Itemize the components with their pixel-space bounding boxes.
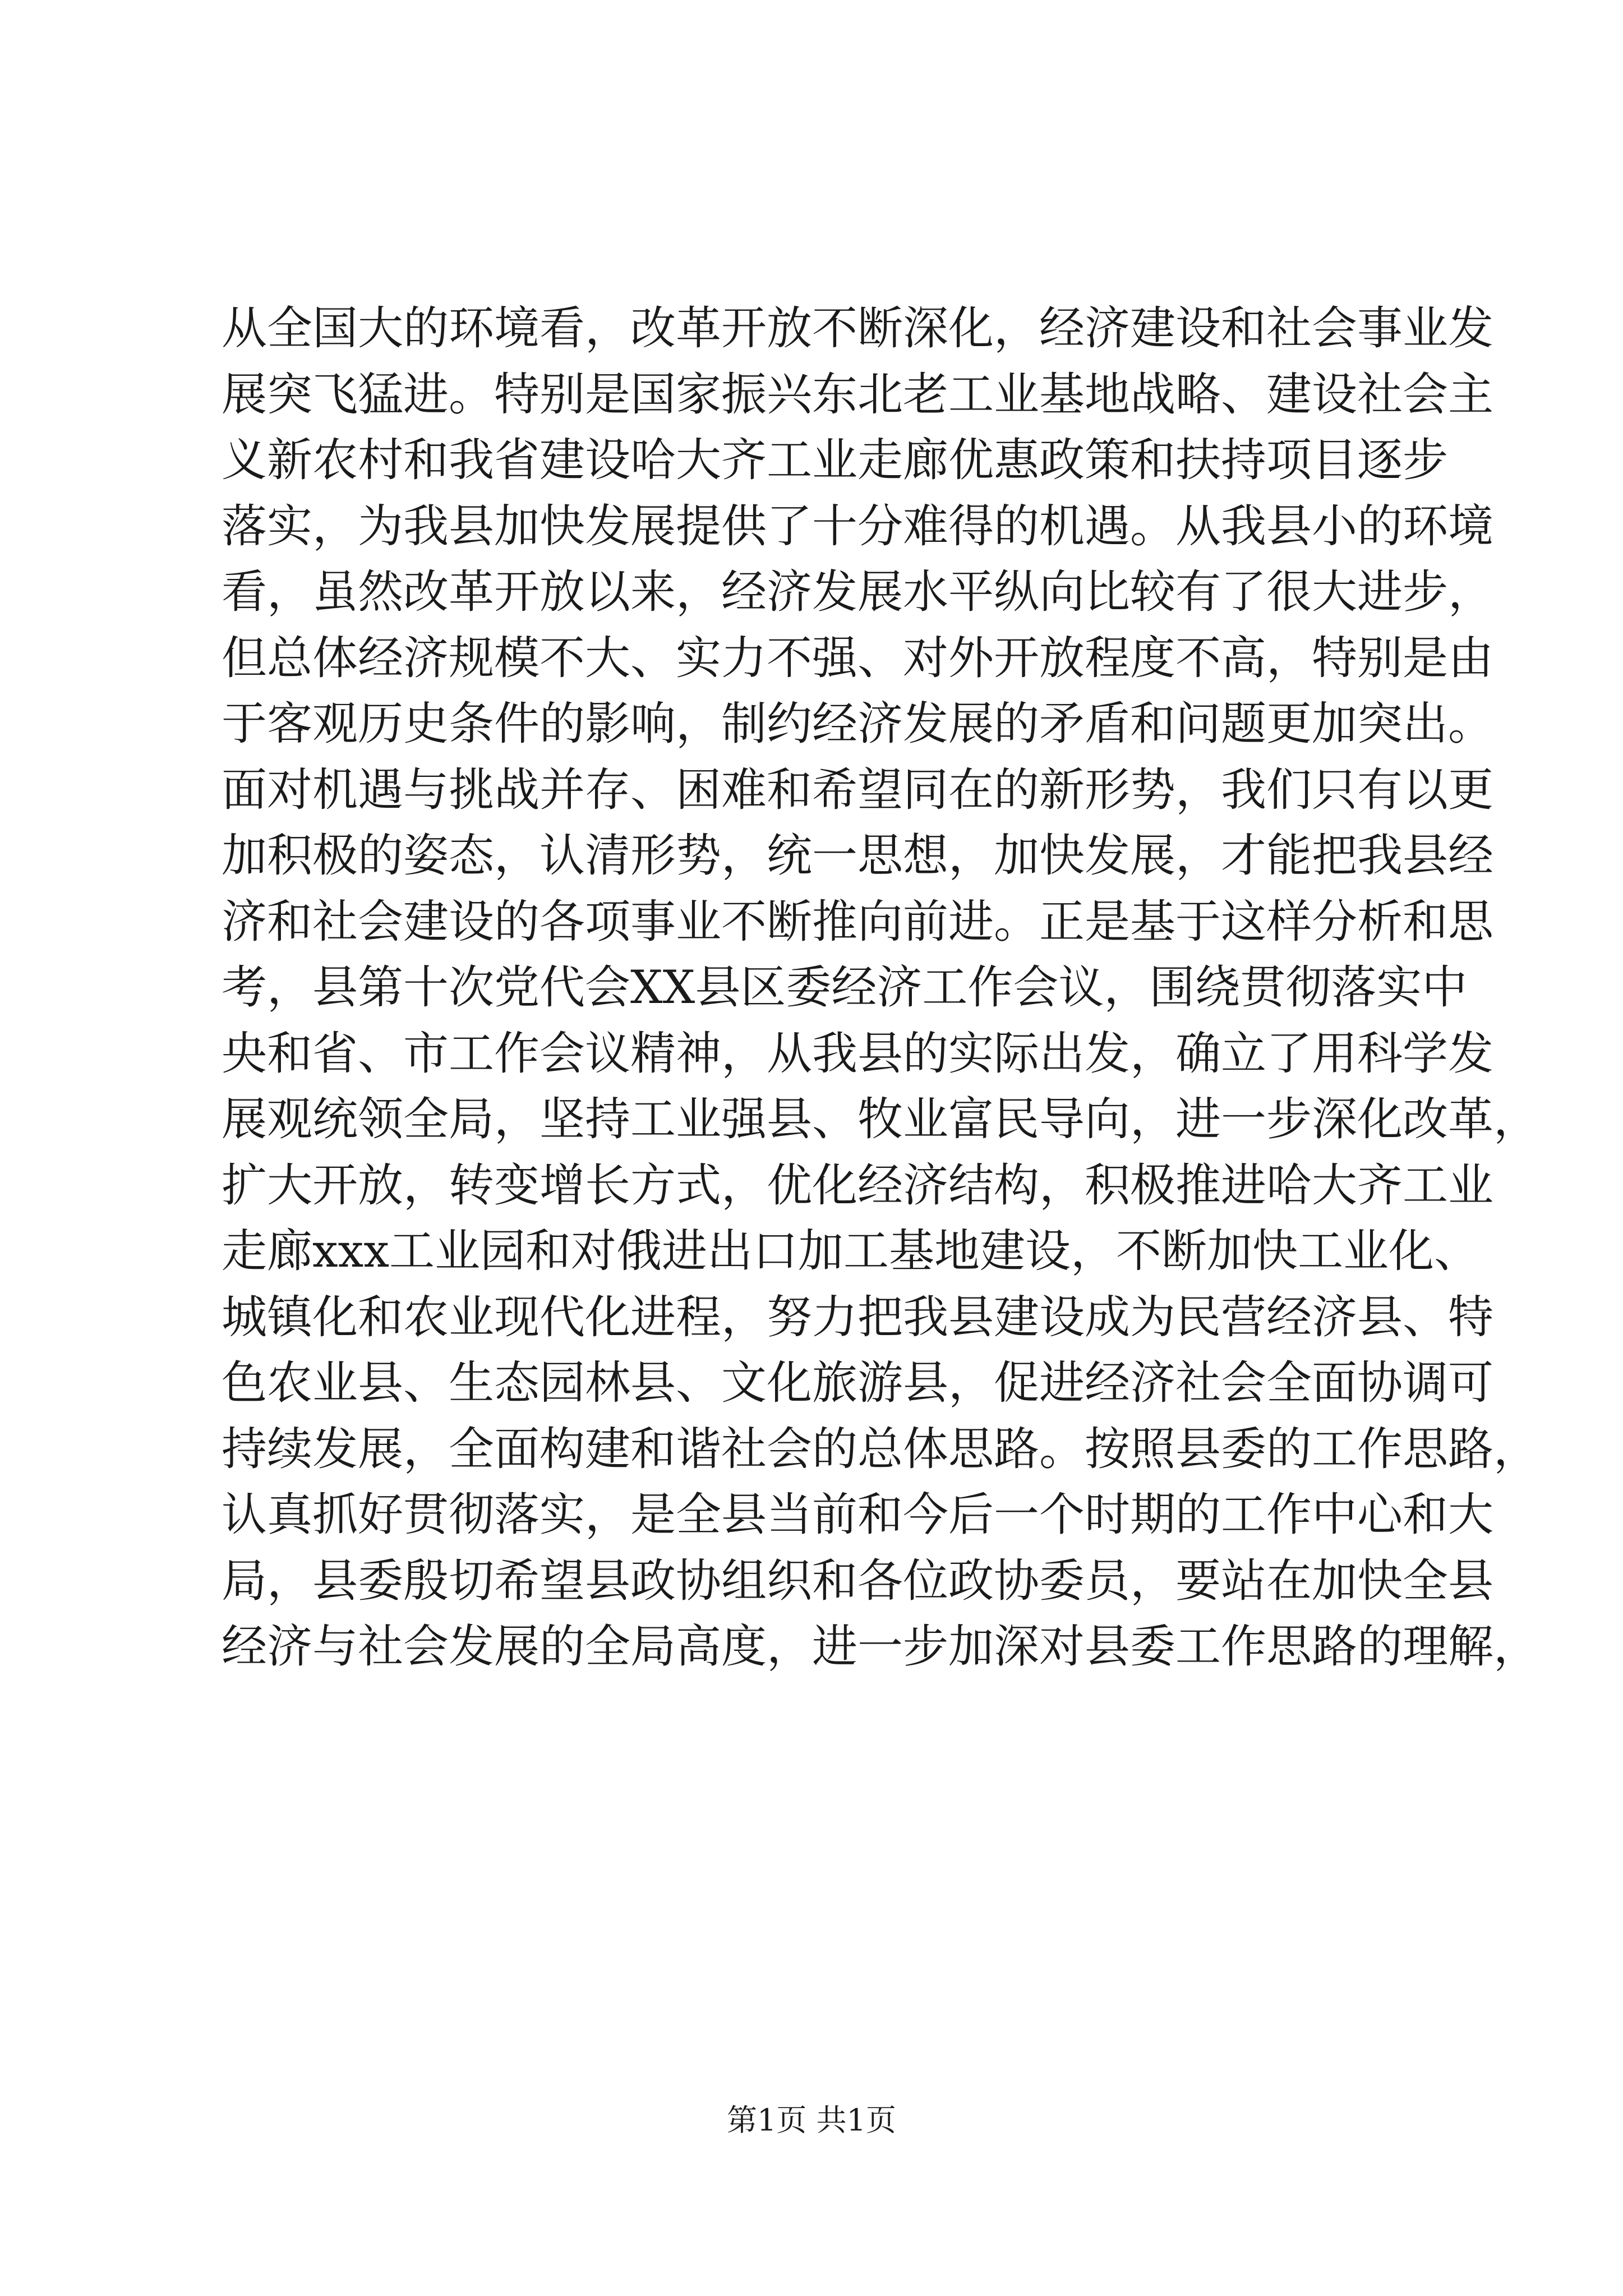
text-line: 经济与社会发展的全局高度，进一步加深对县委工作思路的理解， [222,1621,1539,1673]
page-number-label: 第1页 共1页 [727,2102,896,2138]
text-line: 央和省、市工作会议精神，从我县的实际出发，确立了用科学发 [222,1027,1494,1080]
text-line: 展突飞猛进。特别是国家振兴东北老工业基地战略、建设社会主 [222,368,1494,421]
text-line: 考，县第十次党代会XX县区委经济工作会议，围绕贯彻落实中 [222,961,1468,1014]
text-line: 加积极的姿态，认清形势，统一思想，加快发展，才能把我县经 [222,830,1494,882]
text-line: 色农业县、生态园林县、文化旅游县，促进经济社会全面协调可 [222,1357,1494,1410]
text-line: 扩大开放，转变增长方式，优化经济结构，积极推进哈大齐工业 [222,1159,1494,1212]
text-line: 局，县委殷切希望县政协组织和各位政协委员，要站在加快全县 [222,1554,1494,1608]
text-line: 认真抓好贯彻落实，是全县当前和今后一个时期的工作中心和大 [222,1489,1494,1542]
text-line: 于客观历史条件的影响，制约经济发展的矛盾和问题更加突出。 [222,698,1494,751]
text-line: 落实，为我县加快发展提供了十分难得的机遇。从我县小的环境 [222,500,1494,553]
text-line: 义新农村和我省建设哈大齐工业走廊优惠政策和扶持项目逐步 [222,434,1449,487]
body-paragraph [222,296,1539,1681]
text-line: 城镇化和农业现代化进程，努力把我县建设成为民营经济县、特 [222,1291,1494,1344]
page-footer [0,2101,1623,2140]
text-line: 从全国大的环境看，改革开放不断深化，经济建设和社会事业发 [222,302,1494,355]
text-line: 济和社会建设的各项事业不断推向前进。正是基于这样分析和思 [222,895,1494,949]
text-line: 看，虽然改革开放以来，经济发展水平纵向比较有了很大进步， [222,566,1494,619]
text-line: 面对机遇与挑战并存、困难和希望同在的新形势，我们只有以更 [222,763,1494,817]
text-line: 持续发展，全面构建和谐社会的总体思路。按照县委的工作思路， [222,1423,1539,1476]
text-line: 走廊xxx工业园和对俄进出口加工基地建设，不断加快工业化、 [222,1225,1480,1278]
text-line: 展观统领全局，坚持工业强县、牧业富民导向，进一步深化改革， [222,1093,1539,1146]
text-line: 但总体经济规模不大、实力不强、对外开放程度不高，特别是由 [222,632,1494,685]
